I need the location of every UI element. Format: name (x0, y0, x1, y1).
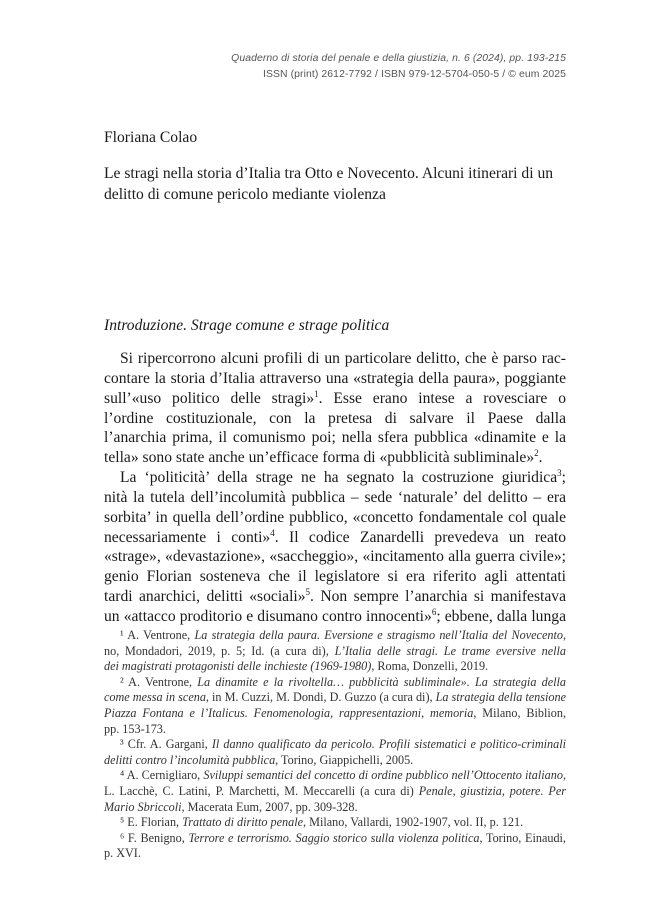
text-span: . Esse erano intese a rovesciare o (318, 389, 566, 407)
footnote-line (104, 706, 566, 722)
body-line (104, 389, 566, 409)
text-span: , Torino, Giappichelli, 2005. (275, 752, 414, 767)
footnote-line (104, 675, 566, 691)
footnote-ref[interactable]: 3 (557, 468, 562, 478)
text-span: La strategia della paura. Eversione e stragismo nell’Italia del Novecento (194, 628, 563, 642)
body-line (104, 587, 566, 607)
footnote-ref[interactable]: 4 (270, 527, 275, 538)
text-span: Trattato di diritto penale (182, 815, 304, 830)
text-span: , (562, 768, 566, 783)
text-span: Mario Sbriccoli (104, 799, 182, 814)
text-span: L. Lacchè, C. Latini, P. Marchetti, M. Meccarelli (a cura di) (104, 783, 419, 798)
footnote-line: pp. 153-173. (104, 721, 166, 736)
body-line (104, 528, 566, 548)
text-span: ⁵ E. Florian, (120, 815, 183, 830)
text-span: necessariamente i conti» (104, 528, 271, 546)
footnote-ref[interactable]: 1 (314, 388, 319, 399)
text-span: Si ripercorrono alcuni profili di un particolare delitto, che è parso rac- (120, 350, 566, 367)
text-span: ³ Cfr. A. Gargani, (120, 737, 212, 752)
text-span: , Milano, Biblion, (473, 705, 566, 720)
text-span: dei magistrati protagonisti delle inchieste (1969-1980) (104, 659, 372, 674)
text-span: La ‘politicità’ della strage ne ha segnato la costruzione giuridica (120, 469, 558, 487)
body-line: nità la tutela dell’incolumità pubblica – sede ‘naturale’ del delitto – era (104, 488, 566, 506)
section-heading: Introduzione. Strage comune e strage politica (104, 317, 390, 334)
body-line: l’anarchia prima, il comunismo poi; nella sfera pubblica «dinamite e la (104, 429, 566, 447)
text-span: L’Italia delle stragi. Le trame eversive nella (334, 643, 566, 658)
journal-citation: Quaderno di storia del penale e della giustizia, n. 6 (2024), pp. 193-215 (231, 53, 566, 64)
text-span: Piazza Fontana e l’Italicus. Fenomenologia, rappresentazioni, memoria (104, 705, 474, 720)
body-line (104, 349, 566, 369)
text-span: tardi anarchici, delitti «sociali» (104, 588, 306, 606)
text-span: Penale, giustizia, potere. Per (418, 783, 566, 798)
author-name: Floriana Colao (104, 129, 198, 146)
text-span: ² A. Ventrone, (120, 674, 198, 689)
text-span: . Non sempre l’anarchia si manifestava (310, 588, 566, 606)
footnote-line (104, 690, 566, 706)
text-span: no, Mondadori, 2019, p. 5; Id. (a cura di), (104, 643, 335, 658)
text-span: Sviluppi semantici del concetto di ordine pubblico nell’Ottocento italiano (203, 768, 563, 783)
article-title (104, 164, 566, 205)
footnote-line (104, 753, 566, 769)
title-line: Le stragi nella storia d’Italia tra Otto e Novecento. Alcuni itinerari di un (104, 165, 554, 182)
footnote-line: p. XVI. (104, 846, 141, 861)
body-line: «strage», «devastazione», «saccheggio», «incitamento alla guerra civile»; (104, 548, 566, 566)
text-span: , Milano, Vallardi, 1902-1907, vol. II, p. 121. (303, 815, 524, 830)
footnote-line (104, 784, 566, 800)
body-text (104, 349, 566, 627)
footnote-line (104, 659, 566, 675)
text-span: ⁴ A. Cernigliaro, (120, 768, 204, 783)
text-span: La dinamite e la rivoltella… pubblicità subliminale». La strategia della (197, 674, 566, 689)
text-span: , Macerata Eum, 2007, pp. 309-328. (181, 799, 358, 814)
text-span: Terrore e terrorismo. Saggio storico sulla violenza politica (188, 830, 480, 845)
text-span: sull’«uso politico delle stragi» (104, 389, 315, 407)
running-header (231, 51, 566, 82)
text-span: , (562, 628, 566, 642)
footnote-ref[interactable]: 5 (305, 587, 311, 597)
text-span: un «attacco proditorio e disumano contro innocenti» (104, 607, 432, 625)
text-span: ⁶ F. Benigno, (120, 830, 189, 845)
body-line (104, 468, 566, 488)
body-line (104, 448, 566, 468)
body-line: genio Florian sosteneva che il legislatore si era riferito agli attentati (104, 568, 566, 586)
footnotes (104, 628, 566, 862)
text-span: come messa in scena, (104, 690, 209, 705)
text-span: . Il codice Zanardelli prevedeva un reato (274, 528, 566, 546)
footnote-ref[interactable]: 2 (534, 448, 539, 459)
footnote-line (104, 831, 566, 847)
footnote-line (104, 815, 566, 831)
body-line: contare la storia d’Italia attraverso una «strategia della paura», poggiante (104, 369, 566, 387)
text-span: tella» sono state anche un’efficace forma di «pubblicità subliminale» (104, 449, 535, 467)
footnote-line (104, 628, 566, 644)
body-line: sorbita’ in quella dell’ordine pubblico, «concetto fondamentale col quale (104, 508, 566, 526)
footnote-line (104, 800, 566, 816)
text-span: . (538, 449, 543, 467)
body-line: l’ordine costituzionale, con la pretesa di salvare il Paese dalla (104, 409, 566, 427)
footnote-ref[interactable]: 6 (431, 606, 437, 617)
text-span: ; ebbene, dalla lunga (436, 607, 566, 625)
text-span: , Torino, Einaudi, (479, 830, 566, 845)
footnote-line (104, 737, 566, 753)
text-span: Il danno qualificato da pericolo. Profili sistematici e politico-criminali (211, 737, 566, 752)
text-span: delitti contro l’incolumità pubblica (104, 752, 276, 767)
text-span: La strategia della tensione (435, 690, 566, 705)
footnote-line (104, 768, 566, 784)
footnote-line (104, 644, 566, 660)
text-span: ; (561, 469, 566, 487)
title-line: delitto di comune pericolo mediante violenza (104, 185, 386, 203)
text-span: , Roma, Donzelli, 2019. (371, 659, 489, 674)
body-line (104, 607, 566, 627)
issn-line: ISSN (print) 2612-7792 / ISBN 979-12-5704-050-5 / © eum 2025 (262, 68, 566, 80)
text-span: in M. Cuzzi, M. Dondi, D. Guzzo (a cura di), (208, 690, 436, 705)
text-span: ¹ A. Ventrone, (120, 628, 195, 642)
